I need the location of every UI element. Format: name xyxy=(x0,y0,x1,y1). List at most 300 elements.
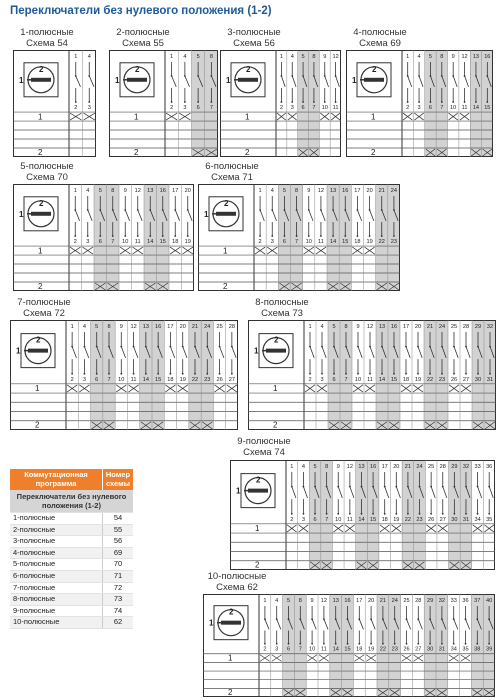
bottom-terminal-label: 31 xyxy=(462,516,470,523)
bottom-terminal-label: 23 xyxy=(204,376,211,383)
contact-dot xyxy=(137,235,139,237)
top-terminal-label: 13 xyxy=(358,464,365,470)
top-terminal-label: 8 xyxy=(325,464,329,470)
contact-dot xyxy=(157,373,159,375)
bottom-terminal-label: 6 xyxy=(98,239,102,246)
top-terminal-label: 16 xyxy=(390,324,398,330)
bottom-terminal-label: 19 xyxy=(414,376,422,383)
knob-position-1: 1 xyxy=(204,209,209,219)
contact-dot xyxy=(333,373,335,375)
contact-dot xyxy=(133,373,135,375)
contact-blade xyxy=(357,210,361,221)
contact-dot xyxy=(381,373,383,375)
top-terminal-label: 16 xyxy=(155,324,162,330)
contact-dot xyxy=(369,346,371,348)
switch-diagram xyxy=(109,50,218,157)
top-terminal-label: 12 xyxy=(320,598,328,604)
table-row: 7-полюсные 72 xyxy=(10,582,133,594)
contact-blade xyxy=(443,487,447,498)
contact-dot xyxy=(291,75,293,77)
legend-header-number: Номер схемы xyxy=(103,469,134,490)
bottom-terminal-label: 14 xyxy=(142,376,149,383)
contact-dot xyxy=(206,373,208,375)
bottom-terminal-label: 10 xyxy=(308,646,316,653)
diagram-title: 5-полюсные xyxy=(20,161,74,172)
top-terminal-label: 4 xyxy=(183,54,187,60)
bottom-terminal-label: 2 xyxy=(290,516,294,523)
bottom-terminal-label: 15 xyxy=(155,376,162,383)
contact-dot xyxy=(477,346,479,348)
contact-dot xyxy=(326,513,328,515)
diagram-caption xyxy=(234,436,294,458)
bottom-terminal-label: 7 xyxy=(325,516,329,523)
top-terminal-label: 28 xyxy=(415,598,422,604)
contact-dot xyxy=(465,513,467,515)
diagram-title: 8-полюсные xyxy=(255,297,309,308)
bottom-terminal-label: 2 xyxy=(263,646,267,653)
position-row-2: 2 xyxy=(134,147,139,157)
top-terminal-label: 5 xyxy=(98,188,102,194)
bottom-terminal-label: 14 xyxy=(147,239,154,246)
contact-dot xyxy=(308,235,310,237)
bottom-terminal-label: 23 xyxy=(391,646,398,653)
top-terminal-label: 17 xyxy=(172,188,179,194)
contact-dot xyxy=(406,618,408,620)
bottom-terminal-label: 23 xyxy=(416,516,423,523)
contact-dot xyxy=(475,75,477,77)
bottom-terminal-label: 10 xyxy=(305,239,312,246)
contact-dot xyxy=(418,75,420,77)
bottom-terminal-label: 3 xyxy=(87,105,91,112)
top-terminal-label: 9 xyxy=(323,54,327,60)
bottom-terminal-label: 23 xyxy=(438,376,446,383)
top-terminal-label: 20 xyxy=(414,324,422,330)
top-terminal-label: 25 xyxy=(450,324,458,330)
contact-dot xyxy=(395,513,397,515)
bottom-terminal-label: 7 xyxy=(295,239,299,246)
top-terminal-label: 1 xyxy=(258,188,262,194)
top-terminal-label: 4 xyxy=(87,54,91,60)
contact-dot xyxy=(231,346,233,348)
contact-dot xyxy=(112,235,114,237)
knob-handle-icon xyxy=(238,78,258,82)
diagram-caption xyxy=(202,161,262,183)
bottom-terminal-label: 10 xyxy=(450,105,457,112)
contact-dot xyxy=(187,235,189,237)
contact-dot xyxy=(271,235,273,237)
contact-blade xyxy=(260,210,264,221)
contact-dot xyxy=(361,486,363,488)
contact-dot xyxy=(170,346,172,348)
table-row: 10-полюсные 62 xyxy=(10,617,133,629)
contact-blade xyxy=(312,619,316,629)
switch-diagram xyxy=(248,320,496,430)
top-terminal-label: 1 xyxy=(290,464,294,470)
contact-blade xyxy=(72,347,76,358)
top-terminal-label: 16 xyxy=(344,598,351,604)
bottom-terminal-label: 6 xyxy=(95,376,99,383)
diagram-title: 7-полюсные xyxy=(17,297,71,308)
bottom-terminal-label: 7 xyxy=(209,105,213,112)
top-terminal-label: 32 xyxy=(462,464,470,470)
contact-dot xyxy=(145,373,147,375)
contact-dot xyxy=(311,643,313,645)
contact-dot xyxy=(382,643,384,645)
contact-dot xyxy=(358,618,360,620)
top-terminal-label: 24 xyxy=(204,324,211,330)
contact-dot xyxy=(384,486,386,488)
contact-dot xyxy=(477,486,479,488)
table-row: 3-полюсные 56 xyxy=(10,536,133,548)
contact-dot xyxy=(465,618,467,620)
contact-dot xyxy=(124,235,126,237)
contact-blade xyxy=(324,619,328,629)
contact-blade xyxy=(350,487,354,498)
contact-dot xyxy=(393,209,395,211)
top-terminal-label: 32 xyxy=(438,598,446,604)
diagram-scheme: Схема 55 xyxy=(122,38,164,49)
top-terminal-label: 12 xyxy=(134,188,141,194)
knob-handle-icon xyxy=(364,78,384,82)
contact-dot xyxy=(71,373,73,375)
top-terminal-label: 1 xyxy=(70,324,74,330)
top-terminal-label: 17 xyxy=(354,188,361,194)
diagram-caption xyxy=(14,297,74,319)
knob-handle-icon xyxy=(266,349,286,353)
top-terminal-label: 17 xyxy=(356,598,363,604)
contact-dot xyxy=(99,209,101,211)
contact-dot xyxy=(395,486,397,488)
contact-blade xyxy=(359,619,363,629)
top-terminal-label: 24 xyxy=(390,188,398,194)
top-terminal-label: 16 xyxy=(369,464,377,470)
switch-diagram xyxy=(198,184,400,291)
contact-dot xyxy=(465,486,467,488)
top-terminal-label: 21 xyxy=(404,464,412,470)
contact-dot xyxy=(137,209,139,211)
position-row-1: 1 xyxy=(245,112,250,122)
diagram-scheme: Схема 71 xyxy=(211,172,253,183)
contact-dot xyxy=(393,346,395,348)
knob-position-1: 1 xyxy=(236,486,241,496)
bottom-terminal-label: 26 xyxy=(428,516,435,523)
contact-blade xyxy=(370,347,374,358)
contact-dot xyxy=(171,101,173,103)
bottom-terminal-label: 6 xyxy=(313,516,317,523)
bottom-terminal-label: 14 xyxy=(358,516,365,523)
bottom-terminal-label: 27 xyxy=(439,516,446,523)
top-terminal-label: 16 xyxy=(484,54,491,60)
contact-blade xyxy=(466,347,470,358)
bottom-terminal-label: 14 xyxy=(329,239,337,246)
top-terminal-label: 5 xyxy=(313,464,317,470)
top-terminal-label: 21 xyxy=(426,324,434,330)
contact-blade xyxy=(220,347,224,358)
contact-dot xyxy=(372,513,374,515)
contact-blade xyxy=(338,487,342,498)
contact-dot xyxy=(452,101,454,103)
bottom-terminal-label: 30 xyxy=(426,646,434,653)
bottom-terminal-label: 19 xyxy=(367,646,375,653)
contact-dot xyxy=(149,235,151,237)
position-row-1: 1 xyxy=(134,112,139,122)
contact-dot xyxy=(197,101,199,103)
bottom-terminal-label: 30 xyxy=(474,376,482,383)
top-terminal-label: 4 xyxy=(301,464,305,470)
page-title: Переключатели без нулевого положения (1-2) xyxy=(10,5,272,17)
contact-dot xyxy=(381,346,383,348)
top-terminal-label: 1 xyxy=(74,54,78,60)
diagram-scheme: Схема 56 xyxy=(233,38,275,49)
contact-dot xyxy=(407,101,409,103)
top-terminal-label: 1 xyxy=(73,188,77,194)
contact-dot xyxy=(284,235,286,237)
contact-dot xyxy=(464,101,466,103)
knob-position-2: 2 xyxy=(229,607,234,617)
contact-blade xyxy=(325,76,329,87)
contact-dot xyxy=(162,209,164,211)
contact-dot xyxy=(430,486,432,488)
contact-dot xyxy=(323,643,325,645)
contact-dot xyxy=(320,235,322,237)
diagram-caption xyxy=(350,27,410,49)
bottom-terminal-label: 14 xyxy=(472,105,480,112)
knob-position-1: 1 xyxy=(115,75,120,85)
bottom-terminal-label: 3 xyxy=(320,376,324,383)
contact-blade xyxy=(272,210,276,221)
top-terminal-label: 8 xyxy=(107,324,111,330)
contact-dot xyxy=(231,373,233,375)
contact-dot xyxy=(452,75,454,77)
contact-dot xyxy=(74,235,76,237)
knob-position-1: 1 xyxy=(16,346,21,356)
bottom-terminal-label: 14 xyxy=(332,646,339,653)
top-terminal-label: 29 xyxy=(474,324,482,330)
contact-dot xyxy=(417,373,419,375)
contact-dot xyxy=(281,75,283,77)
contact-dot xyxy=(417,643,419,645)
bottom-terminal-label: 10 xyxy=(321,105,328,112)
top-terminal-label: 4 xyxy=(417,54,421,60)
top-terminal-label: 9 xyxy=(123,188,127,194)
bottom-terminal-label: 19 xyxy=(179,376,186,383)
top-terminal-label: 5 xyxy=(282,188,286,194)
contact-dot xyxy=(406,643,408,645)
top-terminal-label: 5 xyxy=(428,54,432,60)
contact-blade xyxy=(418,619,422,629)
knob-position-1: 1 xyxy=(254,346,259,356)
bottom-terminal-label: 22 xyxy=(404,516,412,523)
diagram-caption xyxy=(113,27,173,49)
bottom-terminal-label: 3 xyxy=(301,516,305,523)
contact-blade xyxy=(406,347,410,358)
top-terminal-label: 9 xyxy=(356,324,360,330)
contact-dot xyxy=(182,346,184,348)
contact-dot xyxy=(323,618,325,620)
top-terminal-label: 8 xyxy=(209,54,213,60)
contact-dot xyxy=(112,209,114,211)
contact-dot xyxy=(393,373,395,375)
bottom-terminal-label: 3 xyxy=(270,239,274,246)
bottom-terminal-label: 15 xyxy=(484,105,491,112)
contact-dot xyxy=(174,235,176,237)
top-terminal-label: 13 xyxy=(147,188,154,194)
contact-blade xyxy=(396,487,400,498)
bottom-terminal-label: 3 xyxy=(275,646,279,653)
top-terminal-label: 12 xyxy=(317,188,325,194)
knob-position-2: 2 xyxy=(36,335,41,345)
contact-dot xyxy=(453,618,455,620)
contact-dot xyxy=(108,346,110,348)
bottom-terminal-label: 22 xyxy=(379,646,387,653)
contact-dot xyxy=(430,513,432,515)
contact-blade xyxy=(183,347,187,358)
contact-blade xyxy=(431,487,435,498)
knob-position-1: 1 xyxy=(352,75,357,85)
contact-dot xyxy=(288,643,290,645)
contact-blade xyxy=(478,487,482,498)
switch-diagram xyxy=(13,50,96,157)
contact-dot xyxy=(291,101,293,103)
contact-blade xyxy=(321,210,325,221)
diagram-caption xyxy=(224,27,284,49)
top-terminal-label: 24 xyxy=(438,324,446,330)
contact-dot xyxy=(407,486,409,488)
contact-blade xyxy=(172,76,177,87)
contact-dot xyxy=(313,101,315,103)
bottom-terminal-label: 38 xyxy=(474,646,481,653)
contact-dot xyxy=(429,346,431,348)
bottom-terminal-label: 7 xyxy=(107,376,111,383)
bottom-terminal-label: 11 xyxy=(320,646,327,653)
contact-dot xyxy=(382,618,384,620)
top-terminal-label: 33 xyxy=(450,598,457,604)
contact-blade xyxy=(185,76,190,87)
contact-dot xyxy=(357,373,359,375)
position-row-2: 2 xyxy=(255,560,260,570)
contact-dot xyxy=(335,75,337,77)
diagram-caption xyxy=(207,571,267,593)
contact-dot xyxy=(344,235,346,237)
bottom-terminal-label: 6 xyxy=(332,376,336,383)
contact-dot xyxy=(324,75,326,77)
contact-dot xyxy=(210,101,212,103)
top-terminal-label: 32 xyxy=(486,324,494,330)
position-row-1: 1 xyxy=(38,112,43,122)
bottom-terminal-label: 6 xyxy=(286,646,291,653)
contact-dot xyxy=(332,235,334,237)
contact-dot xyxy=(84,346,86,348)
top-terminal-label: 5 xyxy=(196,54,200,60)
contact-dot xyxy=(488,486,490,488)
contact-dot xyxy=(361,513,363,515)
top-terminal-label: 24 xyxy=(391,598,398,604)
contact-dot xyxy=(206,346,208,348)
bottom-terminal-label: 2 xyxy=(74,105,78,112)
contact-dot xyxy=(314,513,316,515)
contact-blade xyxy=(336,76,340,87)
bottom-terminal-label: 6 xyxy=(282,239,286,246)
table-row: 6-полюсные 71 xyxy=(10,570,133,582)
top-terminal-label: 20 xyxy=(179,324,186,330)
top-terminal-label: 17 xyxy=(402,324,410,330)
contact-blade xyxy=(310,347,314,358)
top-terminal-label: 5 xyxy=(332,324,336,330)
top-terminal-label: 20 xyxy=(184,188,191,194)
contact-dot xyxy=(149,209,151,211)
contact-blade xyxy=(134,347,138,358)
top-terminal-label: 4 xyxy=(82,324,86,330)
contact-dot xyxy=(486,75,488,77)
position-row-2: 2 xyxy=(245,147,250,157)
switch-diagram xyxy=(13,184,194,291)
top-terminal-label: 8 xyxy=(295,188,299,194)
bottom-terminal-label: 10 xyxy=(335,516,342,523)
contact-dot xyxy=(299,618,301,620)
switch-diagram xyxy=(203,594,495,697)
bottom-terminal-label: 6 xyxy=(428,105,432,112)
diagram-title: 9-полюсные xyxy=(237,436,291,447)
contact-dot xyxy=(337,486,339,488)
contact-dot xyxy=(369,209,371,211)
contact-dot xyxy=(357,235,359,237)
contact-dot xyxy=(381,209,383,211)
contact-blade xyxy=(371,619,375,629)
top-terminal-label: 20 xyxy=(367,598,375,604)
bottom-terminal-label: 31 xyxy=(438,646,446,653)
contact-dot xyxy=(219,373,221,375)
contact-dot xyxy=(394,618,396,620)
top-terminal-label: 9 xyxy=(307,188,311,194)
bottom-terminal-label: 39 xyxy=(485,646,493,653)
contact-blade xyxy=(84,347,88,358)
diagram-title: 6-полюсные xyxy=(205,161,259,172)
top-terminal-label: 28 xyxy=(439,464,446,470)
diagram-scheme: Схема 74 xyxy=(243,447,285,458)
top-terminal-label: 1 xyxy=(406,54,410,60)
position-row-2: 2 xyxy=(35,420,40,430)
contact-dot xyxy=(369,373,371,375)
contact-dot xyxy=(417,346,419,348)
diagram-title: 3-полюсные xyxy=(227,27,281,38)
bottom-terminal-label: 14 xyxy=(378,376,386,383)
table-row: 4-полюсные 69 xyxy=(10,547,133,559)
diagram-scheme: Схема 69 xyxy=(359,38,401,49)
contact-blade xyxy=(121,347,125,358)
knob-position-1: 1 xyxy=(19,75,24,85)
contact-dot xyxy=(87,209,89,211)
position-row-1: 1 xyxy=(273,384,278,394)
top-terminal-label: 1 xyxy=(279,54,283,60)
position-row-2: 2 xyxy=(38,147,43,157)
contact-dot xyxy=(441,618,443,620)
contact-blade xyxy=(303,487,307,498)
contact-dot xyxy=(145,346,147,348)
position-row-1: 1 xyxy=(223,246,228,256)
contact-dot xyxy=(291,513,293,515)
contact-dot xyxy=(357,346,359,348)
contact-dot xyxy=(182,373,184,375)
bottom-terminal-label: 2 xyxy=(70,376,74,383)
position-row-1: 1 xyxy=(371,112,376,122)
contact-blade xyxy=(76,76,81,87)
contact-dot xyxy=(370,618,372,620)
top-terminal-label: 8 xyxy=(312,54,316,60)
top-terminal-label: 21 xyxy=(379,598,387,604)
contact-dot xyxy=(465,346,467,348)
contact-blade xyxy=(385,487,389,498)
bottom-terminal-label: 7 xyxy=(298,646,302,653)
